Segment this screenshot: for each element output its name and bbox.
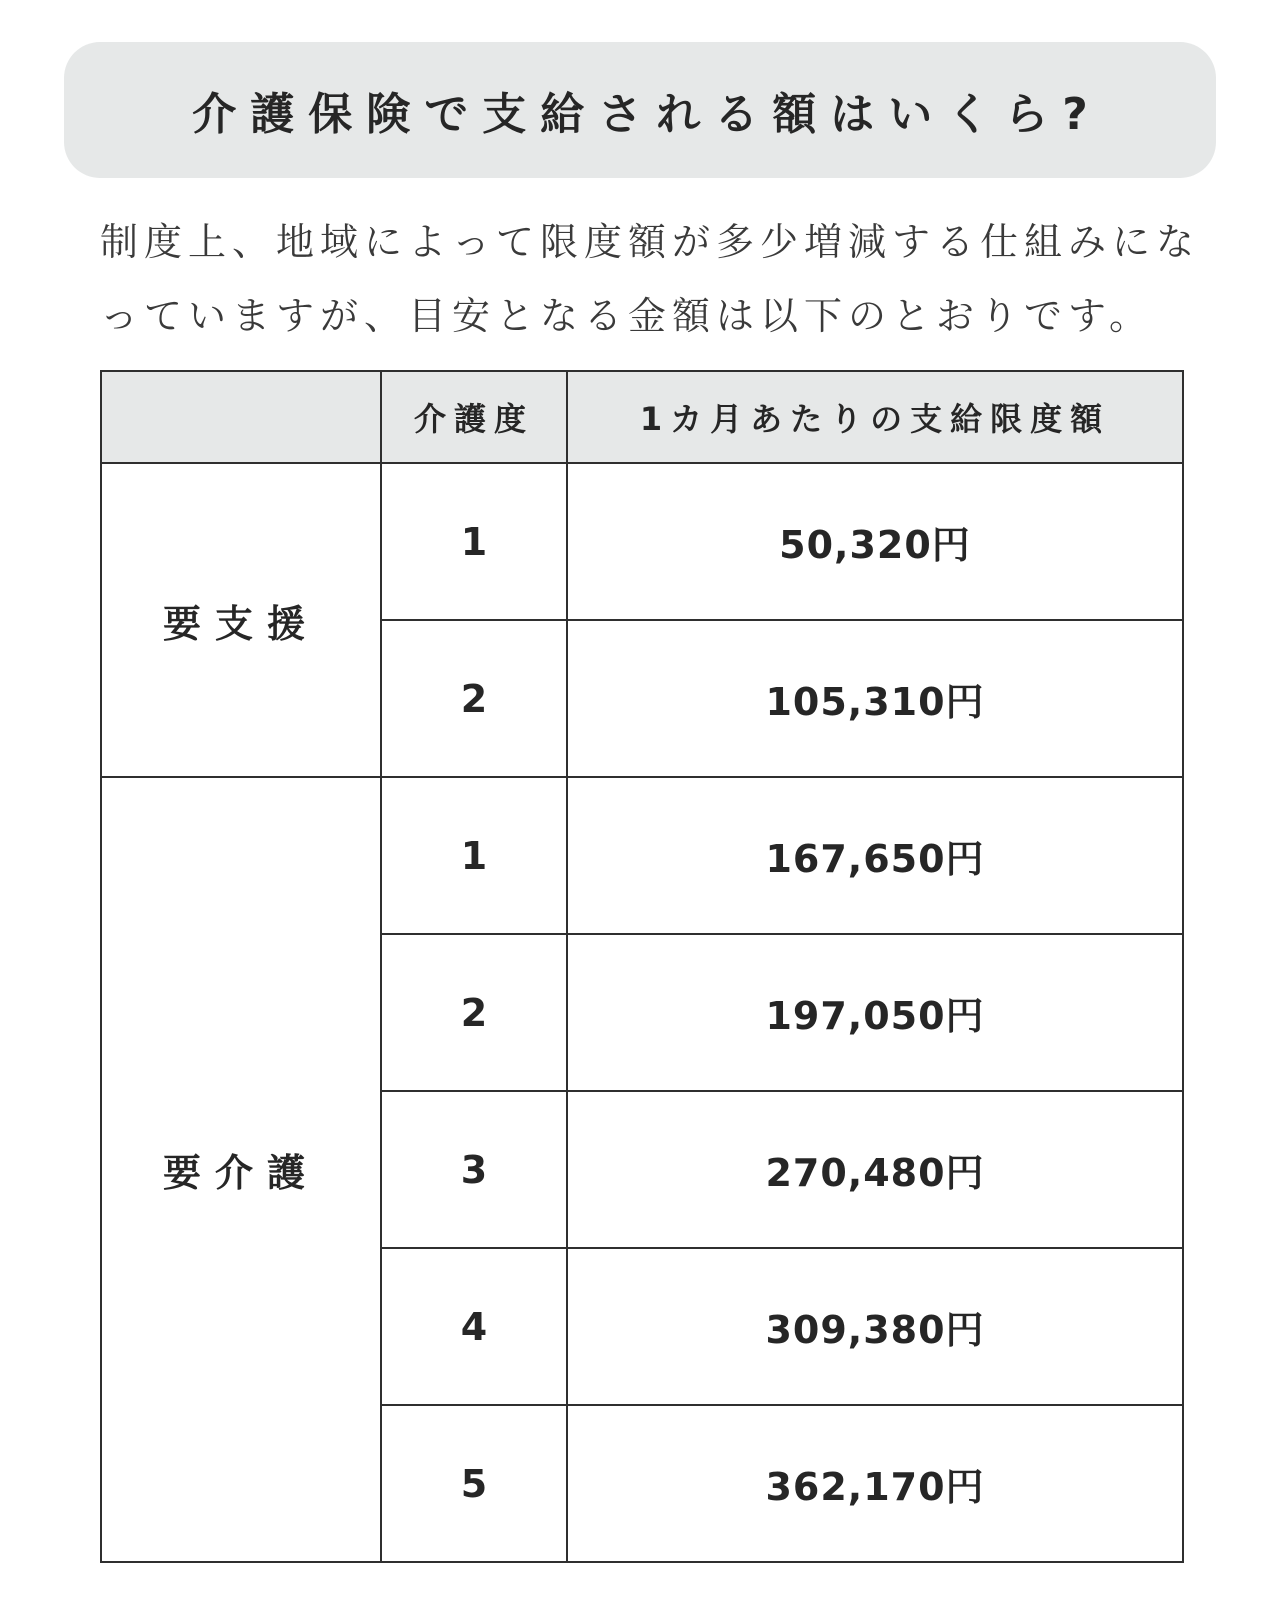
benefit-limit-table xyxy=(100,370,1184,1563)
title-banner xyxy=(64,42,1216,178)
amount-cell: 167,650円 xyxy=(567,777,1183,934)
table-row xyxy=(101,463,1183,620)
table-row xyxy=(101,777,1183,934)
page-title: 介護保険で支給される額はいくら? xyxy=(192,89,1102,140)
care-level-cell: 3 xyxy=(381,1091,567,1248)
amount-cell: 50,320円 xyxy=(567,463,1183,620)
amount-cell: 270,480円 xyxy=(567,1091,1183,1248)
amount-cell: 309,380円 xyxy=(567,1248,1183,1405)
amount-cell: 105,310円 xyxy=(567,620,1183,777)
header-care-level: 介護度 xyxy=(381,371,567,463)
amount-cell: 362,170円 xyxy=(567,1405,1183,1562)
amount-cell: 197,050円 xyxy=(567,934,1183,1091)
care-level-cell: 5 xyxy=(381,1405,567,1562)
table-header-row xyxy=(101,371,1183,463)
intro-text: 制度上、地域によって限度額が多少増減する仕組みになっていますが、目安となる金額は以下のとおりです。 xyxy=(100,220,1201,338)
header-category xyxy=(101,371,381,463)
group-label-support: 要支援 xyxy=(101,463,381,777)
care-level-cell: 2 xyxy=(381,934,567,1091)
care-level-cell: 1 xyxy=(381,777,567,934)
header-monthly-limit: 1カ月あたりの支給限度額 xyxy=(567,371,1183,463)
group-label-care: 要介護 xyxy=(101,777,381,1562)
care-level-cell: 2 xyxy=(381,620,567,777)
care-level-cell: 1 xyxy=(381,463,567,620)
care-level-cell: 4 xyxy=(381,1248,567,1405)
